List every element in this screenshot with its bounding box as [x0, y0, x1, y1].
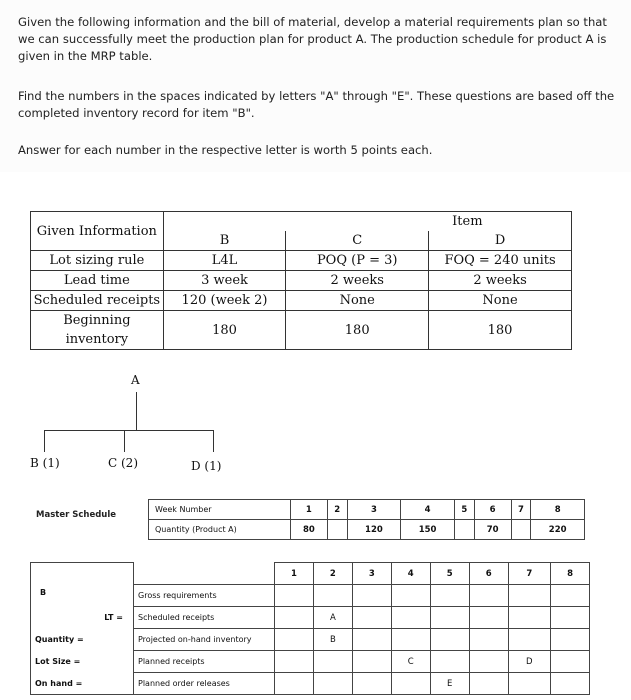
col-d: D	[429, 231, 572, 251]
qty-cell: 150	[401, 520, 455, 540]
item-header: Item	[163, 212, 571, 232]
mrp-item-b: B	[40, 588, 47, 597]
planned-receipts-label: Planned receipts	[134, 651, 275, 673]
row-label: Lot sizing rule	[31, 251, 164, 271]
qty-cell	[454, 520, 474, 540]
cell: None	[429, 291, 572, 311]
bill-of-materials-tree	[0, 370, 631, 480]
row-label: Beginning inventory	[31, 311, 164, 350]
bom-connector	[44, 430, 45, 452]
col-c: C	[286, 231, 429, 251]
cell: 2 weeks	[429, 271, 572, 291]
qty-cell: 220	[531, 520, 585, 540]
row-label: Scheduled receipts	[31, 291, 164, 311]
task-paragraph: Find the numbers in the spaces indicated by letters "A" through "E". These questions are based off the completed inventory record for item "B".	[18, 89, 615, 120]
answer-c: C	[391, 651, 430, 673]
mrp-inventory-record	[30, 562, 590, 695]
week-cell: 4	[401, 500, 455, 520]
scheduled-receipts-label: Scheduled receipts	[134, 607, 275, 629]
qty-cell: 70	[474, 520, 511, 540]
week-number-label: Week Number	[149, 500, 291, 520]
quantity-field-label: Quantity =	[31, 629, 134, 651]
cell: POQ (P = 3)	[286, 251, 429, 271]
cell: L4L	[163, 251, 286, 271]
on-hand-label: On hand =	[31, 673, 134, 695]
master-schedule-table	[148, 499, 585, 540]
week-cell: 3	[347, 500, 401, 520]
bom-connector	[136, 392, 137, 430]
cell: 180	[163, 311, 286, 350]
instructions-paragraph: Given the following information and the bill of material, develop a material requirements plan so that we can successfully meet the production plan for product A. The production schedule for product A is given in the MRP table.	[18, 15, 607, 63]
week-cell: 2	[327, 500, 347, 520]
week-cell: 6	[474, 500, 511, 520]
mrp-week: 3	[352, 563, 391, 585]
cell: None	[286, 291, 429, 311]
mrp-week: 1	[275, 563, 314, 585]
mrp-week: 7	[508, 563, 550, 585]
points-paragraph: Answer for each number in the respective letter is worth 5 points each.	[18, 143, 433, 157]
bom-child-c: C (2)	[108, 456, 138, 470]
master-schedule-label: Master Schedule	[36, 510, 117, 520]
mrp-header-blank	[134, 563, 275, 585]
cell: 180	[286, 311, 429, 350]
cell: FOQ = 240 units	[429, 251, 572, 271]
gross-requirements-label: Gross requirements	[134, 585, 275, 607]
bom-connector	[124, 430, 125, 452]
bom-connector	[213, 430, 214, 452]
quantity-label: Quantity (Product A)	[149, 520, 291, 540]
answer-a: A	[313, 607, 352, 629]
cell: 120 (week 2)	[163, 291, 286, 311]
qty-cell	[327, 520, 347, 540]
mrp-week: 6	[469, 563, 508, 585]
bom-child-d: D (1)	[191, 459, 222, 473]
mrp-week: 8	[551, 563, 590, 585]
bom-connector	[44, 430, 214, 431]
row-label: Lead time	[31, 271, 164, 291]
week-cell: 7	[511, 500, 531, 520]
col-b: B	[163, 231, 286, 251]
lot-size-label: Lot Size =	[31, 651, 134, 673]
projected-on-hand-label: Projected on-hand inventory	[134, 629, 275, 651]
answer-d: D	[508, 651, 550, 673]
qty-cell: 80	[291, 520, 328, 540]
bom-child-b: B (1)	[30, 456, 60, 470]
mrp-corner	[31, 563, 134, 607]
lt-label: LT =	[31, 607, 134, 629]
week-cell: 1	[291, 500, 328, 520]
week-cell: 5	[454, 500, 474, 520]
cell: 3 week	[163, 271, 286, 291]
qty-cell: 120	[347, 520, 401, 540]
cell: 2 weeks	[286, 271, 429, 291]
question-header	[0, 0, 631, 172]
answer-e: E	[430, 673, 469, 695]
answer-b: B	[313, 629, 352, 651]
bom-root-a: A	[131, 373, 140, 387]
mrp-week: 2	[313, 563, 352, 585]
given-title: Given Information	[31, 212, 164, 251]
qty-cell	[511, 520, 531, 540]
cell: 180	[429, 311, 572, 350]
planned-order-releases-label: Planned order releases	[134, 673, 275, 695]
week-cell: 8	[531, 500, 585, 520]
given-information-table	[30, 211, 572, 350]
mrp-week: 5	[430, 563, 469, 585]
mrp-week: 4	[391, 563, 430, 585]
